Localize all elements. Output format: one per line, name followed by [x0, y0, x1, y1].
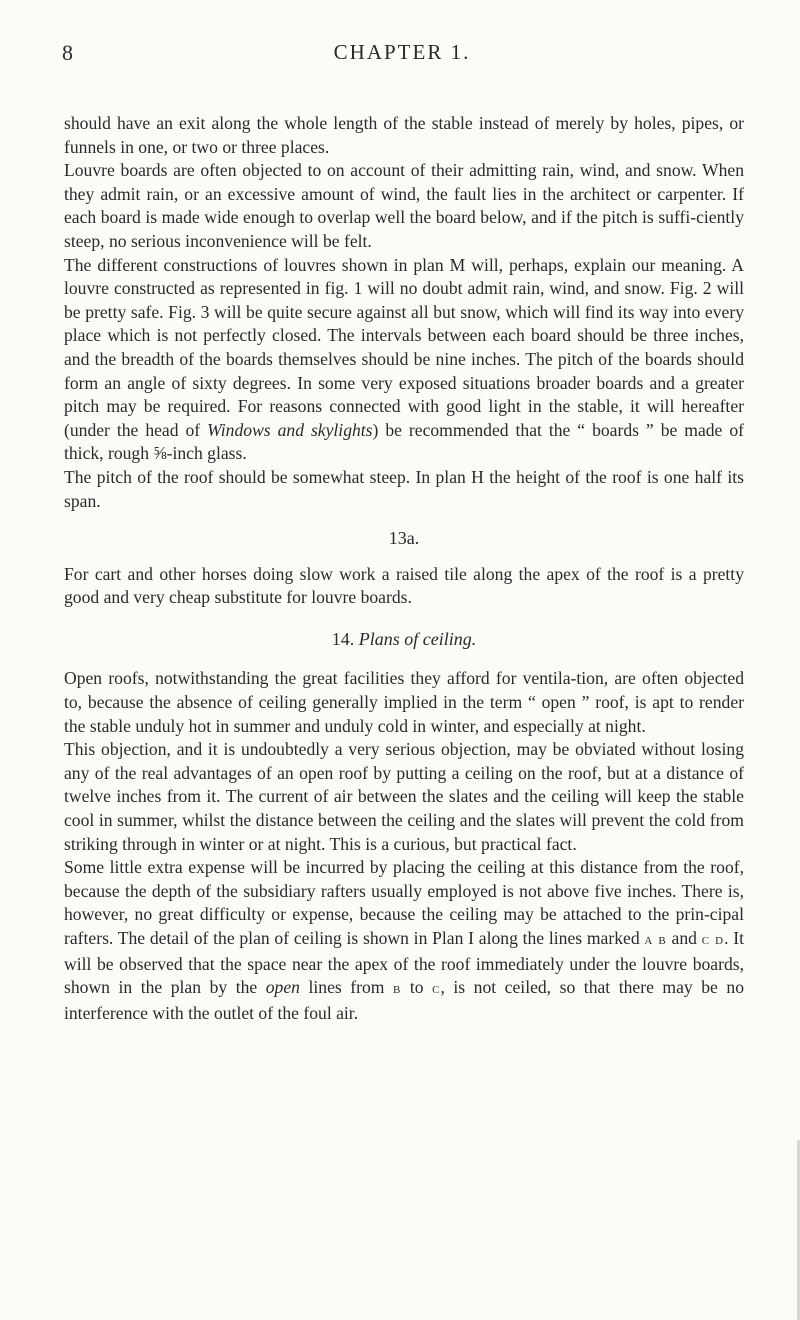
paragraph-8-text-b: . It will be observed that the space near the apex of the roof immediately under the louvre boards, shown in the plan by the — [64, 928, 745, 998]
line-label-ab: a b — [644, 932, 667, 948]
paragraph-8-text-d: , is not ceiled, so that there may be no interference with the outlet of the foul air. — [64, 977, 744, 1023]
section-heading-13a — [64, 527, 744, 551]
page-number: 8 — [62, 40, 73, 65]
paragraph-4: The pitch of the roof should be somewhat steep. In plan H the height of the roof is one half its span. — [64, 466, 744, 511]
paragraph-3-text-a: The different constructions of louvres shown in plan M will, perhaps, explain our meaning. A louvre constructed as represented in fig. 1 will no doubt admit rain, wind, and snow. Fig. 2 will be pretty safe. Fig. 3 will be quite secure against all but snow, which will find its way into every place which is not perfectly closed. The intervals between each board should be three inches, and the breadth of the boards themselves should be nine inches. The pitch of the boards should form an angle of sixty degrees. In some very exposed situations broader boards and a greater pitch may be required. For reasons connected with good light in the stable, it will hereafter (under the head of — [64, 254, 744, 440]
paragraph-6: Open roofs, notwithstanding the great facilities they afford for ventila-tion, are often objected to, because the absence of ceiling generally implied in the term “ open ” roof, is apt to render the stable unduly hot in summer and unduly cold in winter, and especially at night. — [64, 668, 744, 736]
paragraph-8-to: to — [401, 977, 433, 998]
paragraph-8 — [64, 856, 744, 1025]
point-label-c: c — [432, 981, 441, 998]
running-head: CHAPTER 1. — [333, 40, 471, 64]
paragraph-3-italic-reference: Windows and skylights — [207, 419, 373, 440]
paragraph-5: For cart and other horses doing slow work a raised tile along the apex of the roof is a pretty good and very cheap substitute for louvre boards. — [64, 563, 744, 608]
paragraph-8-text-c: lines from — [299, 977, 393, 998]
page-header — [62, 40, 742, 80]
paragraph-8-italic-open: open — [265, 977, 300, 998]
paragraph-1: should have an exit along the whole length of the stable instead of merely by holes, pipes, or funnels in one, or two or three places. — [64, 113, 744, 157]
page-body — [64, 112, 744, 1025]
section-number-13a: 13a. — [388, 528, 420, 549]
section-title-14: Plans of ceiling. — [358, 628, 477, 649]
section-number-14: 14. — [331, 628, 355, 649]
paragraph-8-and: and — [666, 928, 702, 948]
point-label-b: b — [393, 981, 402, 998]
paragraph-7: This objection, and it is undoubtedly a very serious objection, may be obviated without losing any of the real advantages of an open roof by putting a ceiling on the roof, but at a distance of twelve inches from it. The current of air between the slates and the ceiling will keep the stable cool in summer, whilst the distance between the ceiling and the slates will prevent the cold from striking through in winter or at night. This is a curious, but practical fact. — [64, 739, 744, 854]
paragraph-3-text-b: ) be recommended that the “ boards ” be made of thick, rough ⅝-inch glass. — [64, 419, 744, 464]
paragraph-2: Louvre boards are often objected to on account of their admitting rain, wind, and snow. When they admit rain, or an excessive amount of wind, the fault lies in the architect or carpenter. If each board is made wide enough to overlap well the board below, and if the pitch is suffi-ciently steep, no serious inconvenience will be felt. — [64, 160, 744, 251]
section-heading-14 — [64, 628, 744, 652]
line-label-cd: c d — [701, 932, 725, 948]
paragraph-8-text-a: Some little extra expense will be incurred by placing the ceiling at this distance from the roof, because the depth of the subsidiary rafters usually employed is not above five inches. There is, however, no great difficulty or expense, because the ceiling may be attached to the prin-cipal rafters. The detail of the plan of ceiling is shown in Plan I along the lines marked — [64, 857, 744, 948]
paragraph-3 — [64, 254, 744, 466]
